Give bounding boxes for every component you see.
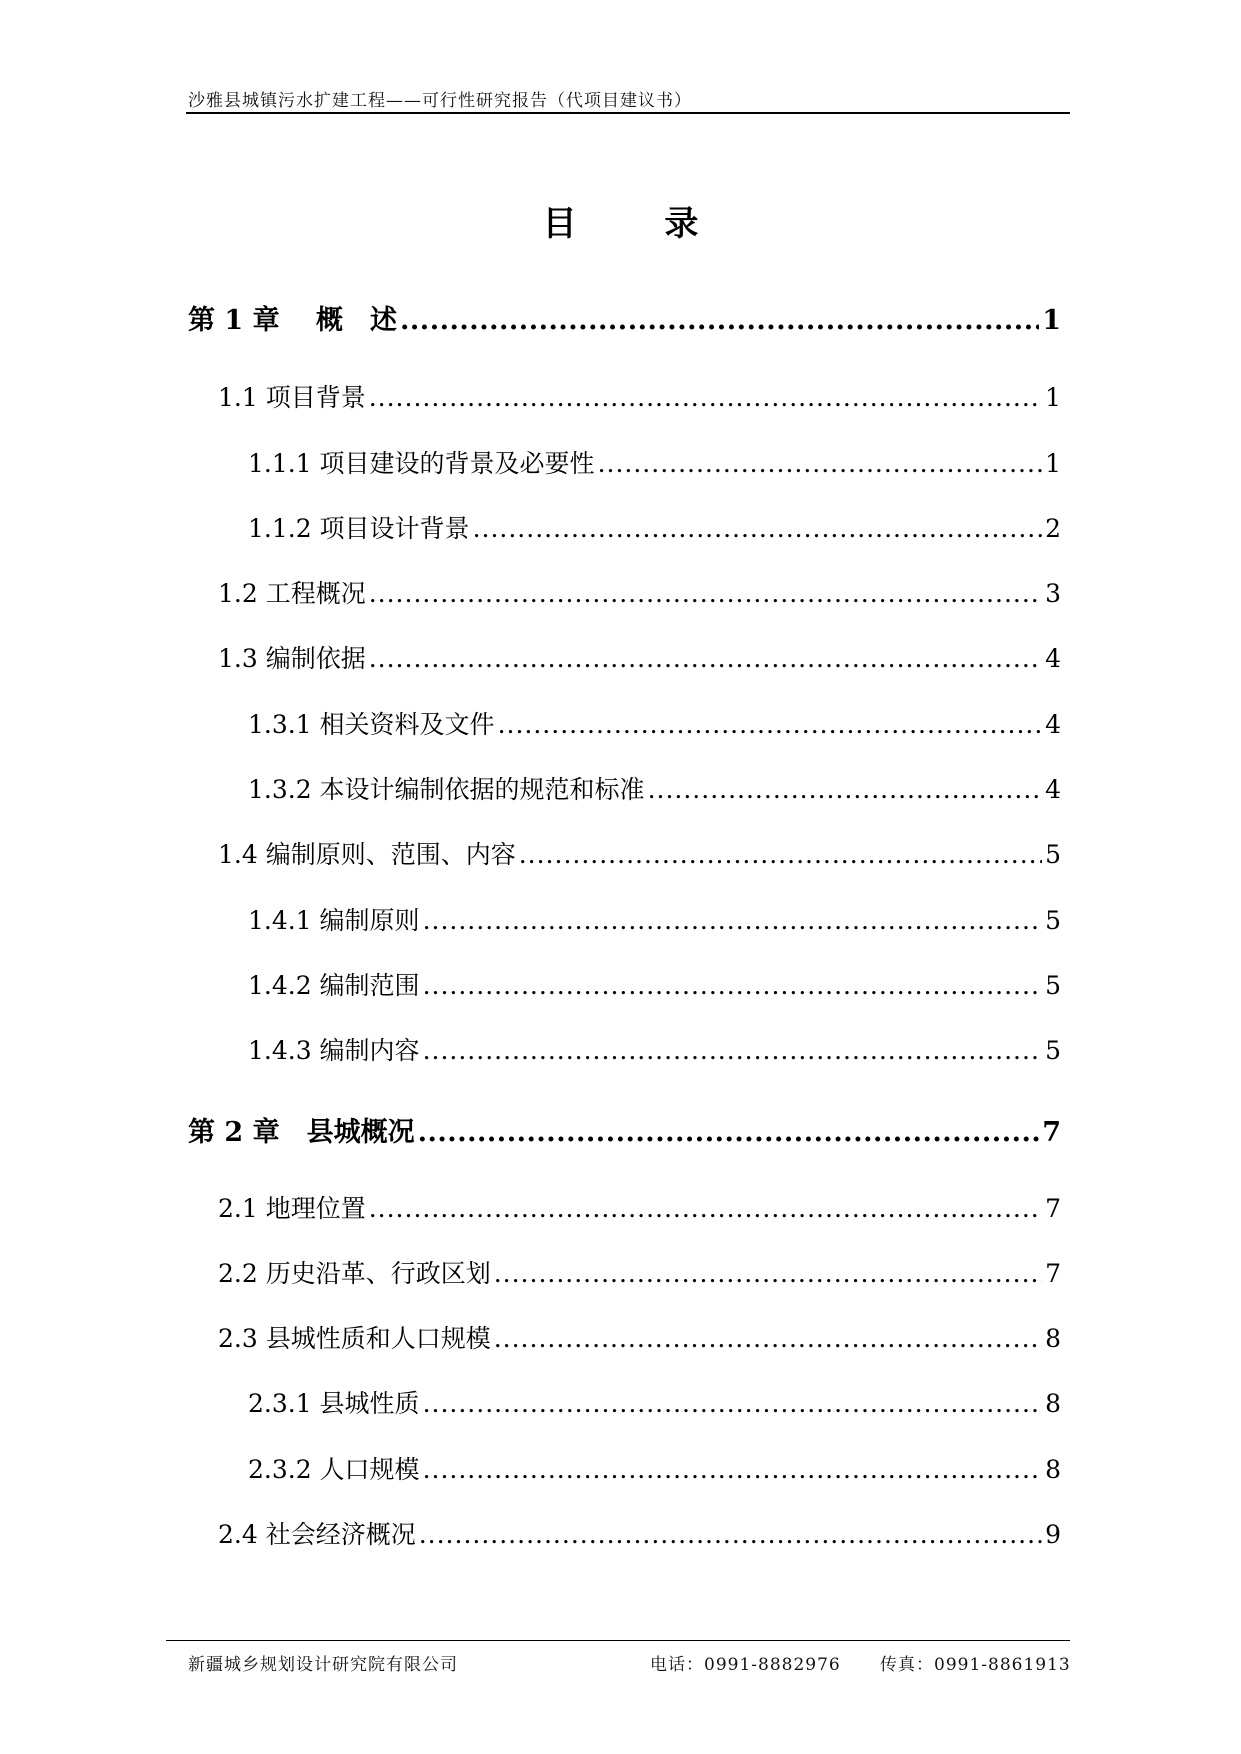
footer-organization: 新疆城乡规划设计研究院有限公司 xyxy=(188,1655,458,1675)
toc-leader-dots xyxy=(423,971,1043,1000)
toc-page-number: 4 xyxy=(1045,710,1061,739)
toc-entry-1-3-1[interactable] xyxy=(248,705,1061,741)
page-title xyxy=(0,196,1241,245)
toc-entry-2-3-1[interactable] xyxy=(248,1384,1061,1420)
footer-fax: 传真：0991-8861913 xyxy=(880,1655,1071,1675)
toc-leader-dots xyxy=(494,1324,1042,1353)
toc-leader-dots xyxy=(519,840,1042,869)
toc-leader-dots xyxy=(423,1036,1043,1065)
toc-label: 1.4.3 编制内容 xyxy=(248,1036,420,1065)
toc-label: 2.2 历史沿革、行政区划 xyxy=(218,1259,491,1288)
toc-label: 1.1.1 项目建设的背景及必要性 xyxy=(248,449,595,478)
toc-label: 2.4 社会经济概况 xyxy=(218,1520,416,1549)
toc-entry-2-1[interactable] xyxy=(218,1189,1061,1225)
toc-entry-2-3[interactable] xyxy=(218,1319,1061,1355)
toc-page-number: 1 xyxy=(1045,383,1061,412)
toc-label: 2.1 地理位置 xyxy=(218,1194,366,1223)
toc-page-number: 1 xyxy=(1042,305,1061,336)
toc-entry-chapter-2[interactable] xyxy=(188,1110,1061,1149)
toc-leader-dots xyxy=(423,906,1043,935)
toc-label: 1.3.2 本设计编制依据的规范和标准 xyxy=(248,775,645,804)
toc-entry-1-2[interactable] xyxy=(218,574,1061,610)
toc-entry-1-3[interactable] xyxy=(218,639,1061,675)
toc-entry-1-3-2[interactable] xyxy=(248,770,1061,806)
toc-page-number: 8 xyxy=(1045,1324,1061,1353)
toc-page-number: 1 xyxy=(1045,449,1061,478)
toc-leader-dots xyxy=(648,775,1043,804)
toc-entry-chapter-1[interactable] xyxy=(188,298,1061,337)
toc-leader-dots xyxy=(423,1455,1043,1484)
toc-entry-1-4-1[interactable] xyxy=(248,901,1061,937)
toc-label: 1.4.2 编制范围 xyxy=(248,971,420,1000)
title-char-1: 目 xyxy=(542,204,577,244)
toc-leader-dots xyxy=(423,1389,1043,1418)
toc-page-number: 5 xyxy=(1045,1036,1061,1065)
toc-entry-1-1-1[interactable] xyxy=(248,444,1061,480)
toc-leader-dots xyxy=(369,644,1042,673)
toc-label: 第 1 章 概 述 xyxy=(188,305,397,336)
toc-label: 1.1 项目背景 xyxy=(218,383,366,412)
footer-phone: 电话：0991-8882976 xyxy=(650,1655,841,1675)
toc-label: 2.3.2 人口规模 xyxy=(248,1455,420,1484)
toc-label: 1.1.2 项目设计背景 xyxy=(248,514,470,543)
title-char-2: 录 xyxy=(664,204,699,244)
toc-page-number: 3 xyxy=(1045,579,1061,608)
toc-entry-1-1-2[interactable] xyxy=(248,509,1061,545)
toc-label: 2.3 县城性质和人口规模 xyxy=(218,1324,491,1353)
footer-rule xyxy=(166,1640,1070,1641)
toc-entry-2-2[interactable] xyxy=(218,1254,1061,1290)
toc-leader-dots xyxy=(369,383,1042,412)
toc-label: 1.2 工程概况 xyxy=(218,579,366,608)
toc-page-number: 2 xyxy=(1045,514,1061,543)
toc-leader-dots xyxy=(369,579,1042,608)
toc-page-number: 7 xyxy=(1045,1259,1061,1288)
toc-page-number: 5 xyxy=(1045,906,1061,935)
toc-label: 1.4 编制原则、范围、内容 xyxy=(218,840,516,869)
toc-leader-dots xyxy=(418,1117,1040,1148)
toc-entry-1-1[interactable] xyxy=(218,378,1061,414)
header-rule xyxy=(186,112,1070,114)
toc-label: 1.3.1 相关资料及文件 xyxy=(248,710,495,739)
toc-page-number: 5 xyxy=(1045,971,1061,1000)
toc-leader-dots xyxy=(494,1259,1042,1288)
toc-entry-1-4[interactable] xyxy=(218,835,1061,871)
toc-label: 2.3.1 县城性质 xyxy=(248,1389,420,1418)
toc-page-number: 4 xyxy=(1045,775,1061,804)
toc-entry-2-3-2[interactable] xyxy=(248,1450,1061,1486)
toc-page-number: 7 xyxy=(1045,1194,1061,1223)
toc-page-number: 8 xyxy=(1045,1455,1061,1484)
toc-page-number: 7 xyxy=(1042,1117,1061,1148)
toc-leader-dots xyxy=(419,1520,1042,1549)
toc-leader-dots xyxy=(400,305,1039,336)
toc-leader-dots xyxy=(473,514,1043,543)
running-header: 沙雅县城镇污水扩建工程——可行性研究报告（代项目建议书） xyxy=(188,91,692,111)
toc-label: 1.3 编制依据 xyxy=(218,644,366,673)
toc-entry-1-4-3[interactable] xyxy=(248,1031,1061,1067)
toc-page-number: 9 xyxy=(1045,1520,1061,1549)
toc-page-number: 8 xyxy=(1045,1389,1061,1418)
toc-leader-dots xyxy=(369,1194,1042,1223)
toc-entry-1-4-2[interactable] xyxy=(248,966,1061,1002)
toc-page-number: 5 xyxy=(1045,840,1061,869)
toc-label: 第 2 章 县城概况 xyxy=(188,1117,415,1148)
toc-entry-2-4[interactable] xyxy=(218,1515,1061,1551)
toc-page-number: 4 xyxy=(1045,644,1061,673)
toc-leader-dots xyxy=(498,710,1043,739)
toc-label: 1.4.1 编制原则 xyxy=(248,906,420,935)
toc-leader-dots xyxy=(598,449,1043,478)
